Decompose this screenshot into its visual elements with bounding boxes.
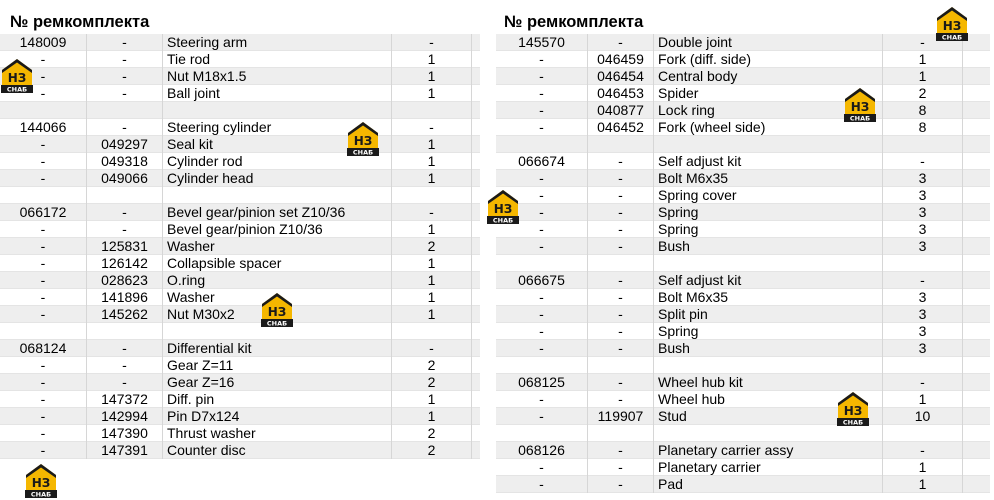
left-part-number-cell: - <box>87 204 163 221</box>
svg-text:НЗ: НЗ <box>843 404 863 418</box>
left-description-cell: Thrust washer <box>163 425 392 442</box>
left-part-number-cell: - <box>87 51 163 68</box>
left-kit-number-cell <box>0 323 87 340</box>
left-quantity-cell: 1 <box>392 306 472 323</box>
left-description-cell: Pin D7x124 <box>163 408 392 425</box>
right-part-number-cell: - <box>588 272 654 289</box>
left-part-number-cell: - <box>87 357 163 374</box>
right-quantity-cell: 3 <box>883 306 963 323</box>
left-description-cell: Collapsible spacer <box>163 255 392 272</box>
right-kit-number-cell <box>496 425 588 442</box>
right-table-row <box>496 255 990 272</box>
right-kit-number-cell: - <box>496 476 588 493</box>
left-table-row <box>0 374 480 391</box>
right-table-row <box>496 68 990 85</box>
nz-snab-logo-icon <box>836 389 870 427</box>
right-quantity-cell: 8 <box>883 102 963 119</box>
right-kit-number-cell <box>496 357 588 374</box>
left-kit-number-cell: 066172 <box>0 204 87 221</box>
left-table-row <box>0 323 480 340</box>
right-part-number-cell: - <box>588 153 654 170</box>
left-kit-number-cell: - <box>0 391 87 408</box>
right-quantity-cell: 3 <box>883 221 963 238</box>
right-kit-number-cell: - <box>496 340 588 357</box>
right-kit-number-cell: - <box>496 289 588 306</box>
left-kit-number-cell: - <box>0 425 87 442</box>
left-kit-number-cell: - <box>0 68 87 85</box>
left-description-cell: Bevel gear/pinion Z10/36 <box>163 221 392 238</box>
right-part-number-cell: - <box>588 306 654 323</box>
left-part-number-cell: 142994 <box>87 408 163 425</box>
right-description-cell: Pad <box>654 476 883 493</box>
right-kit-number-cell: 068126 <box>496 442 588 459</box>
left-table-row <box>0 34 480 51</box>
right-table-row <box>496 323 990 340</box>
left-part-number-cell: 141896 <box>87 289 163 306</box>
right-part-number-cell: - <box>588 476 654 493</box>
left-part-number-cell <box>87 102 163 119</box>
right-description-cell: Planetary carrier assy <box>654 442 883 459</box>
left-part-number-cell <box>87 323 163 340</box>
right-part-number-cell: - <box>588 187 654 204</box>
right-part-number-cell: - <box>588 340 654 357</box>
svg-text:СНАБ: СНАБ <box>849 114 871 123</box>
left-quantity-cell <box>392 102 472 119</box>
right-description-cell: Self adjust kit <box>654 153 883 170</box>
right-quantity-cell: - <box>883 374 963 391</box>
left-quantity-cell: 1 <box>392 85 472 102</box>
left-description-cell: Washer <box>163 238 392 255</box>
right-quantity-cell: 10 <box>883 408 963 425</box>
left-quantity-cell: - <box>392 119 472 136</box>
left-part-number-cell: - <box>87 34 163 51</box>
right-quantity-cell: 1 <box>883 391 963 408</box>
right-table-row <box>496 391 990 408</box>
left-kit-number-cell: 068124 <box>0 340 87 357</box>
left-quantity-cell: 1 <box>392 136 472 153</box>
left-table-row <box>0 85 480 102</box>
right-quantity-cell <box>883 425 963 442</box>
left-quantity-cell: 1 <box>392 221 472 238</box>
left-kit-number-cell <box>0 187 87 204</box>
right-table-title: № ремкомплекта <box>504 13 644 31</box>
left-table-row <box>0 204 480 221</box>
left-description-cell: Counter disc <box>163 442 392 459</box>
right-table-row <box>496 221 990 238</box>
right-table-row <box>496 357 990 374</box>
right-table-row <box>496 51 990 68</box>
left-part-number-cell: 126142 <box>87 255 163 272</box>
left-table-row <box>0 221 480 238</box>
right-kit-number-cell: - <box>496 323 588 340</box>
svg-text:СНАБ: СНАБ <box>266 319 288 328</box>
left-table-row <box>0 306 480 323</box>
left-quantity-cell: 1 <box>392 68 472 85</box>
right-kit-number-cell: 068125 <box>496 374 588 391</box>
right-table-row <box>496 170 990 187</box>
left-kit-number-cell: - <box>0 408 87 425</box>
left-table-row <box>0 170 480 187</box>
left-table-row <box>0 102 480 119</box>
right-part-number-cell: 040877 <box>588 102 654 119</box>
right-quantity-cell: 3 <box>883 340 963 357</box>
left-quantity-cell: 1 <box>392 408 472 425</box>
right-table-row <box>496 408 990 425</box>
right-table-row <box>496 459 990 476</box>
nz-snab-logo-icon <box>486 187 520 225</box>
right-table-row <box>496 289 990 306</box>
right-description-cell: Bolt M6x35 <box>654 289 883 306</box>
right-part-number-cell: 046453 <box>588 85 654 102</box>
left-part-number-cell: - <box>87 85 163 102</box>
right-kit-number-cell <box>496 136 588 153</box>
right-part-number-cell <box>588 357 654 374</box>
right-description-cell <box>654 357 883 374</box>
right-kit-number-cell: - <box>496 306 588 323</box>
right-quantity-cell: - <box>883 272 963 289</box>
right-description-cell: Spring <box>654 221 883 238</box>
right-description-cell <box>654 425 883 442</box>
left-quantity-cell: 1 <box>392 51 472 68</box>
left-kit-number-cell: - <box>0 221 87 238</box>
svg-text:НЗ: НЗ <box>353 134 373 148</box>
right-quantity-cell: 1 <box>883 51 963 68</box>
right-part-number-cell: - <box>588 170 654 187</box>
right-table-rows <box>493 34 990 493</box>
right-kit-number-cell: - <box>496 391 588 408</box>
right-description-cell: Wheel hub <box>654 391 883 408</box>
right-quantity-cell: 1 <box>883 68 963 85</box>
left-description-cell: Bevel gear/pinion set Z10/36 <box>163 204 392 221</box>
left-kit-number-cell: - <box>0 272 87 289</box>
left-quantity-cell: 2 <box>392 425 472 442</box>
right-part-number-cell: - <box>588 391 654 408</box>
right-table-row <box>496 85 990 102</box>
svg-text:СНАБ: СНАБ <box>941 33 963 42</box>
right-quantity-cell: 1 <box>883 459 963 476</box>
left-quantity-cell: 1 <box>392 170 472 187</box>
left-part-number-cell: 145262 <box>87 306 163 323</box>
left-part-number-cell: 147372 <box>87 391 163 408</box>
right-part-number-cell: - <box>588 442 654 459</box>
left-quantity-cell: 1 <box>392 255 472 272</box>
left-description-cell: O.ring <box>163 272 392 289</box>
left-description-cell: Steering cylinder <box>163 119 392 136</box>
right-kit-number-cell: - <box>496 221 588 238</box>
left-part-number-cell: - <box>87 119 163 136</box>
left-table-row <box>0 119 480 136</box>
left-quantity-cell <box>392 187 472 204</box>
right-description-cell <box>654 255 883 272</box>
left-description-cell: Ball joint <box>163 85 392 102</box>
left-kit-number-cell: - <box>0 289 87 306</box>
right-quantity-cell: - <box>883 153 963 170</box>
left-table-row <box>0 238 480 255</box>
right-description-cell: Spring <box>654 323 883 340</box>
right-description-cell: Wheel hub kit <box>654 374 883 391</box>
right-description-cell: Bolt M6x35 <box>654 170 883 187</box>
nz-snab-logo-icon <box>24 461 58 499</box>
left-description-cell: Nut M30x2 <box>163 306 392 323</box>
right-quantity-cell: 3 <box>883 187 963 204</box>
left-table-row <box>0 153 480 170</box>
left-description-cell: Washer <box>163 289 392 306</box>
svg-text:НЗ: НЗ <box>31 476 51 490</box>
right-quantity-cell: - <box>883 34 963 51</box>
left-quantity-cell: 2 <box>392 374 472 391</box>
svg-text:СНАБ: СНАБ <box>352 148 374 157</box>
left-quantity-cell: - <box>392 340 472 357</box>
left-table-row <box>0 68 480 85</box>
right-quantity-cell: 8 <box>883 119 963 136</box>
right-part-number-cell: - <box>588 374 654 391</box>
left-table-row <box>0 255 480 272</box>
right-table-row <box>496 238 990 255</box>
left-kit-number-cell: - <box>0 357 87 374</box>
left-table-row <box>0 340 480 357</box>
left-description-cell <box>163 102 392 119</box>
nz-snab-logo-icon <box>260 290 294 328</box>
right-table-row <box>496 272 990 289</box>
left-kit-number-cell: - <box>0 442 87 459</box>
left-part-number-cell: 147391 <box>87 442 163 459</box>
right-kit-number-cell: - <box>496 119 588 136</box>
left-description-cell: Gear Z=16 <box>163 374 392 391</box>
right-description-cell: Fork (diff. side) <box>654 51 883 68</box>
right-part-number-cell <box>588 136 654 153</box>
right-quantity-cell: 3 <box>883 323 963 340</box>
right-kit-number-cell: - <box>496 187 588 204</box>
left-quantity-cell: 1 <box>392 272 472 289</box>
right-table-row <box>496 136 990 153</box>
right-kit-number-cell: - <box>496 170 588 187</box>
left-table-row <box>0 425 480 442</box>
right-description-cell: Planetary carrier <box>654 459 883 476</box>
right-description-cell: Bush <box>654 238 883 255</box>
svg-text:НЗ: НЗ <box>7 71 27 85</box>
left-kit-number-cell: - <box>0 374 87 391</box>
right-description-cell: Central body <box>654 68 883 85</box>
right-quantity-cell <box>883 255 963 272</box>
right-part-number-cell: - <box>588 289 654 306</box>
right-kit-number-cell: - <box>496 68 588 85</box>
left-kit-number-cell: - <box>0 153 87 170</box>
left-table-row <box>0 272 480 289</box>
right-table-row <box>496 187 990 204</box>
left-part-number-cell: 049318 <box>87 153 163 170</box>
right-kit-number-cell: 066674 <box>496 153 588 170</box>
left-description-cell: Tie rod <box>163 51 392 68</box>
svg-text:НЗ: НЗ <box>942 19 962 33</box>
right-part-number-cell: - <box>588 204 654 221</box>
right-table-row <box>496 476 990 493</box>
left-table-rows <box>0 34 480 459</box>
right-description-cell: Stud <box>654 408 883 425</box>
left-description-cell: Steering arm <box>163 34 392 51</box>
svg-text:НЗ: НЗ <box>493 202 513 216</box>
nz-snab-logo-icon <box>935 4 969 42</box>
right-description-cell: Split pin <box>654 306 883 323</box>
right-kit-number-cell <box>496 255 588 272</box>
right-quantity-cell: 3 <box>883 289 963 306</box>
right-part-number-cell: - <box>588 221 654 238</box>
left-kit-number-cell: - <box>0 85 87 102</box>
right-kit-number-cell: 066675 <box>496 272 588 289</box>
left-kit-number-cell: 148009 <box>0 34 87 51</box>
left-kit-number-cell: - <box>0 306 87 323</box>
right-description-cell <box>654 136 883 153</box>
right-table-row <box>496 34 990 51</box>
right-kit-number-cell: - <box>496 102 588 119</box>
svg-text:СНАБ: СНАБ <box>6 85 28 94</box>
right-table-row <box>496 425 990 442</box>
left-kit-number-cell <box>0 102 87 119</box>
right-description-cell: Spring <box>654 204 883 221</box>
right-part-number-cell: - <box>588 459 654 476</box>
left-table-row <box>0 408 480 425</box>
right-description-cell: Self adjust kit <box>654 272 883 289</box>
nz-snab-logo-icon <box>0 56 34 94</box>
left-table-row <box>0 136 480 153</box>
left-description-cell: Seal kit <box>163 136 392 153</box>
svg-text:СНАБ: СНАБ <box>492 216 514 225</box>
left-table-row <box>0 442 480 459</box>
svg-text:СНАБ: СНАБ <box>842 418 864 427</box>
left-description-cell: Gear Z=11 <box>163 357 392 374</box>
right-part-number-cell <box>588 425 654 442</box>
right-kit-number-cell: 145570 <box>496 34 588 51</box>
right-part-number-cell: 046459 <box>588 51 654 68</box>
left-part-number-cell: 049297 <box>87 136 163 153</box>
right-kit-number-cell: - <box>496 408 588 425</box>
left-kit-number-cell: 144066 <box>0 119 87 136</box>
right-table-row <box>496 102 990 119</box>
right-quantity-cell: 3 <box>883 170 963 187</box>
right-part-number-cell: - <box>588 323 654 340</box>
left-kit-number-cell: - <box>0 136 87 153</box>
left-part-number-cell: 147390 <box>87 425 163 442</box>
right-description-cell: Fork (wheel side) <box>654 119 883 136</box>
right-part-number-cell: 119907 <box>588 408 654 425</box>
svg-text:НЗ: НЗ <box>850 100 870 114</box>
left-kit-number-cell: - <box>0 238 87 255</box>
left-part-number-cell: 028623 <box>87 272 163 289</box>
right-quantity-cell: - <box>883 442 963 459</box>
left-description-cell: Cylinder rod <box>163 153 392 170</box>
left-table-row <box>0 51 480 68</box>
right-quantity-cell: 1 <box>883 476 963 493</box>
left-part-number-cell: 125831 <box>87 238 163 255</box>
left-table-row <box>0 391 480 408</box>
left-quantity-cell: - <box>392 204 472 221</box>
left-part-number-cell: - <box>87 374 163 391</box>
left-part-number-cell <box>87 187 163 204</box>
left-table-title: № ремкомплекта <box>10 13 150 31</box>
left-description-cell: Diff. pin <box>163 391 392 408</box>
svg-text:НЗ: НЗ <box>267 305 287 319</box>
left-part-number-cell: - <box>87 221 163 238</box>
left-table-row <box>0 289 480 306</box>
left-part-number-cell: - <box>87 340 163 357</box>
nz-snab-logo-icon <box>346 119 380 157</box>
right-description-cell: Spider <box>654 85 883 102</box>
right-kit-number-cell: - <box>496 238 588 255</box>
right-description-cell: Spring cover <box>654 187 883 204</box>
left-description-cell: Nut M18x1.5 <box>163 68 392 85</box>
left-description-cell: Differential kit <box>163 340 392 357</box>
nz-snab-logo-icon <box>843 85 877 123</box>
left-quantity-cell: - <box>392 34 472 51</box>
right-table-row <box>496 119 990 136</box>
right-part-number-cell: 046454 <box>588 68 654 85</box>
right-quantity-cell: 3 <box>883 238 963 255</box>
right-kit-number-cell: - <box>496 85 588 102</box>
right-quantity-cell <box>883 136 963 153</box>
left-quantity-cell: 1 <box>392 391 472 408</box>
right-quantity-cell: 3 <box>883 204 963 221</box>
left-kit-number-cell: - <box>0 51 87 68</box>
right-description-cell: Lock ring <box>654 102 883 119</box>
left-description-cell: Cylinder head <box>163 170 392 187</box>
left-description-cell <box>163 187 392 204</box>
right-description-cell: Double joint <box>654 34 883 51</box>
right-kit-number-cell: - <box>496 204 588 221</box>
right-quantity-cell <box>883 357 963 374</box>
left-quantity-cell: 2 <box>392 238 472 255</box>
right-quantity-cell: 2 <box>883 85 963 102</box>
left-quantity-cell: 2 <box>392 442 472 459</box>
right-table-row <box>496 306 990 323</box>
right-part-number-cell <box>588 255 654 272</box>
left-quantity-cell: 1 <box>392 153 472 170</box>
left-kit-number-cell: - <box>0 170 87 187</box>
left-quantity-cell: 1 <box>392 289 472 306</box>
right-part-number-cell: 046452 <box>588 119 654 136</box>
right-table-row <box>496 442 990 459</box>
left-table-row <box>0 357 480 374</box>
right-table-row <box>496 153 990 170</box>
left-table-row <box>0 187 480 204</box>
svg-text:СНАБ: СНАБ <box>30 490 52 499</box>
right-table-row <box>496 340 990 357</box>
right-kit-number-cell: - <box>496 51 588 68</box>
left-part-number-cell: - <box>87 68 163 85</box>
left-kit-number-cell: - <box>0 255 87 272</box>
left-part-number-cell: 049066 <box>87 170 163 187</box>
right-table-row <box>496 374 990 391</box>
left-quantity-cell: 2 <box>392 357 472 374</box>
right-part-number-cell: - <box>588 238 654 255</box>
right-part-number-cell: - <box>588 34 654 51</box>
right-description-cell: Bush <box>654 340 883 357</box>
right-kit-number-cell: - <box>496 459 588 476</box>
left-quantity-cell <box>392 323 472 340</box>
